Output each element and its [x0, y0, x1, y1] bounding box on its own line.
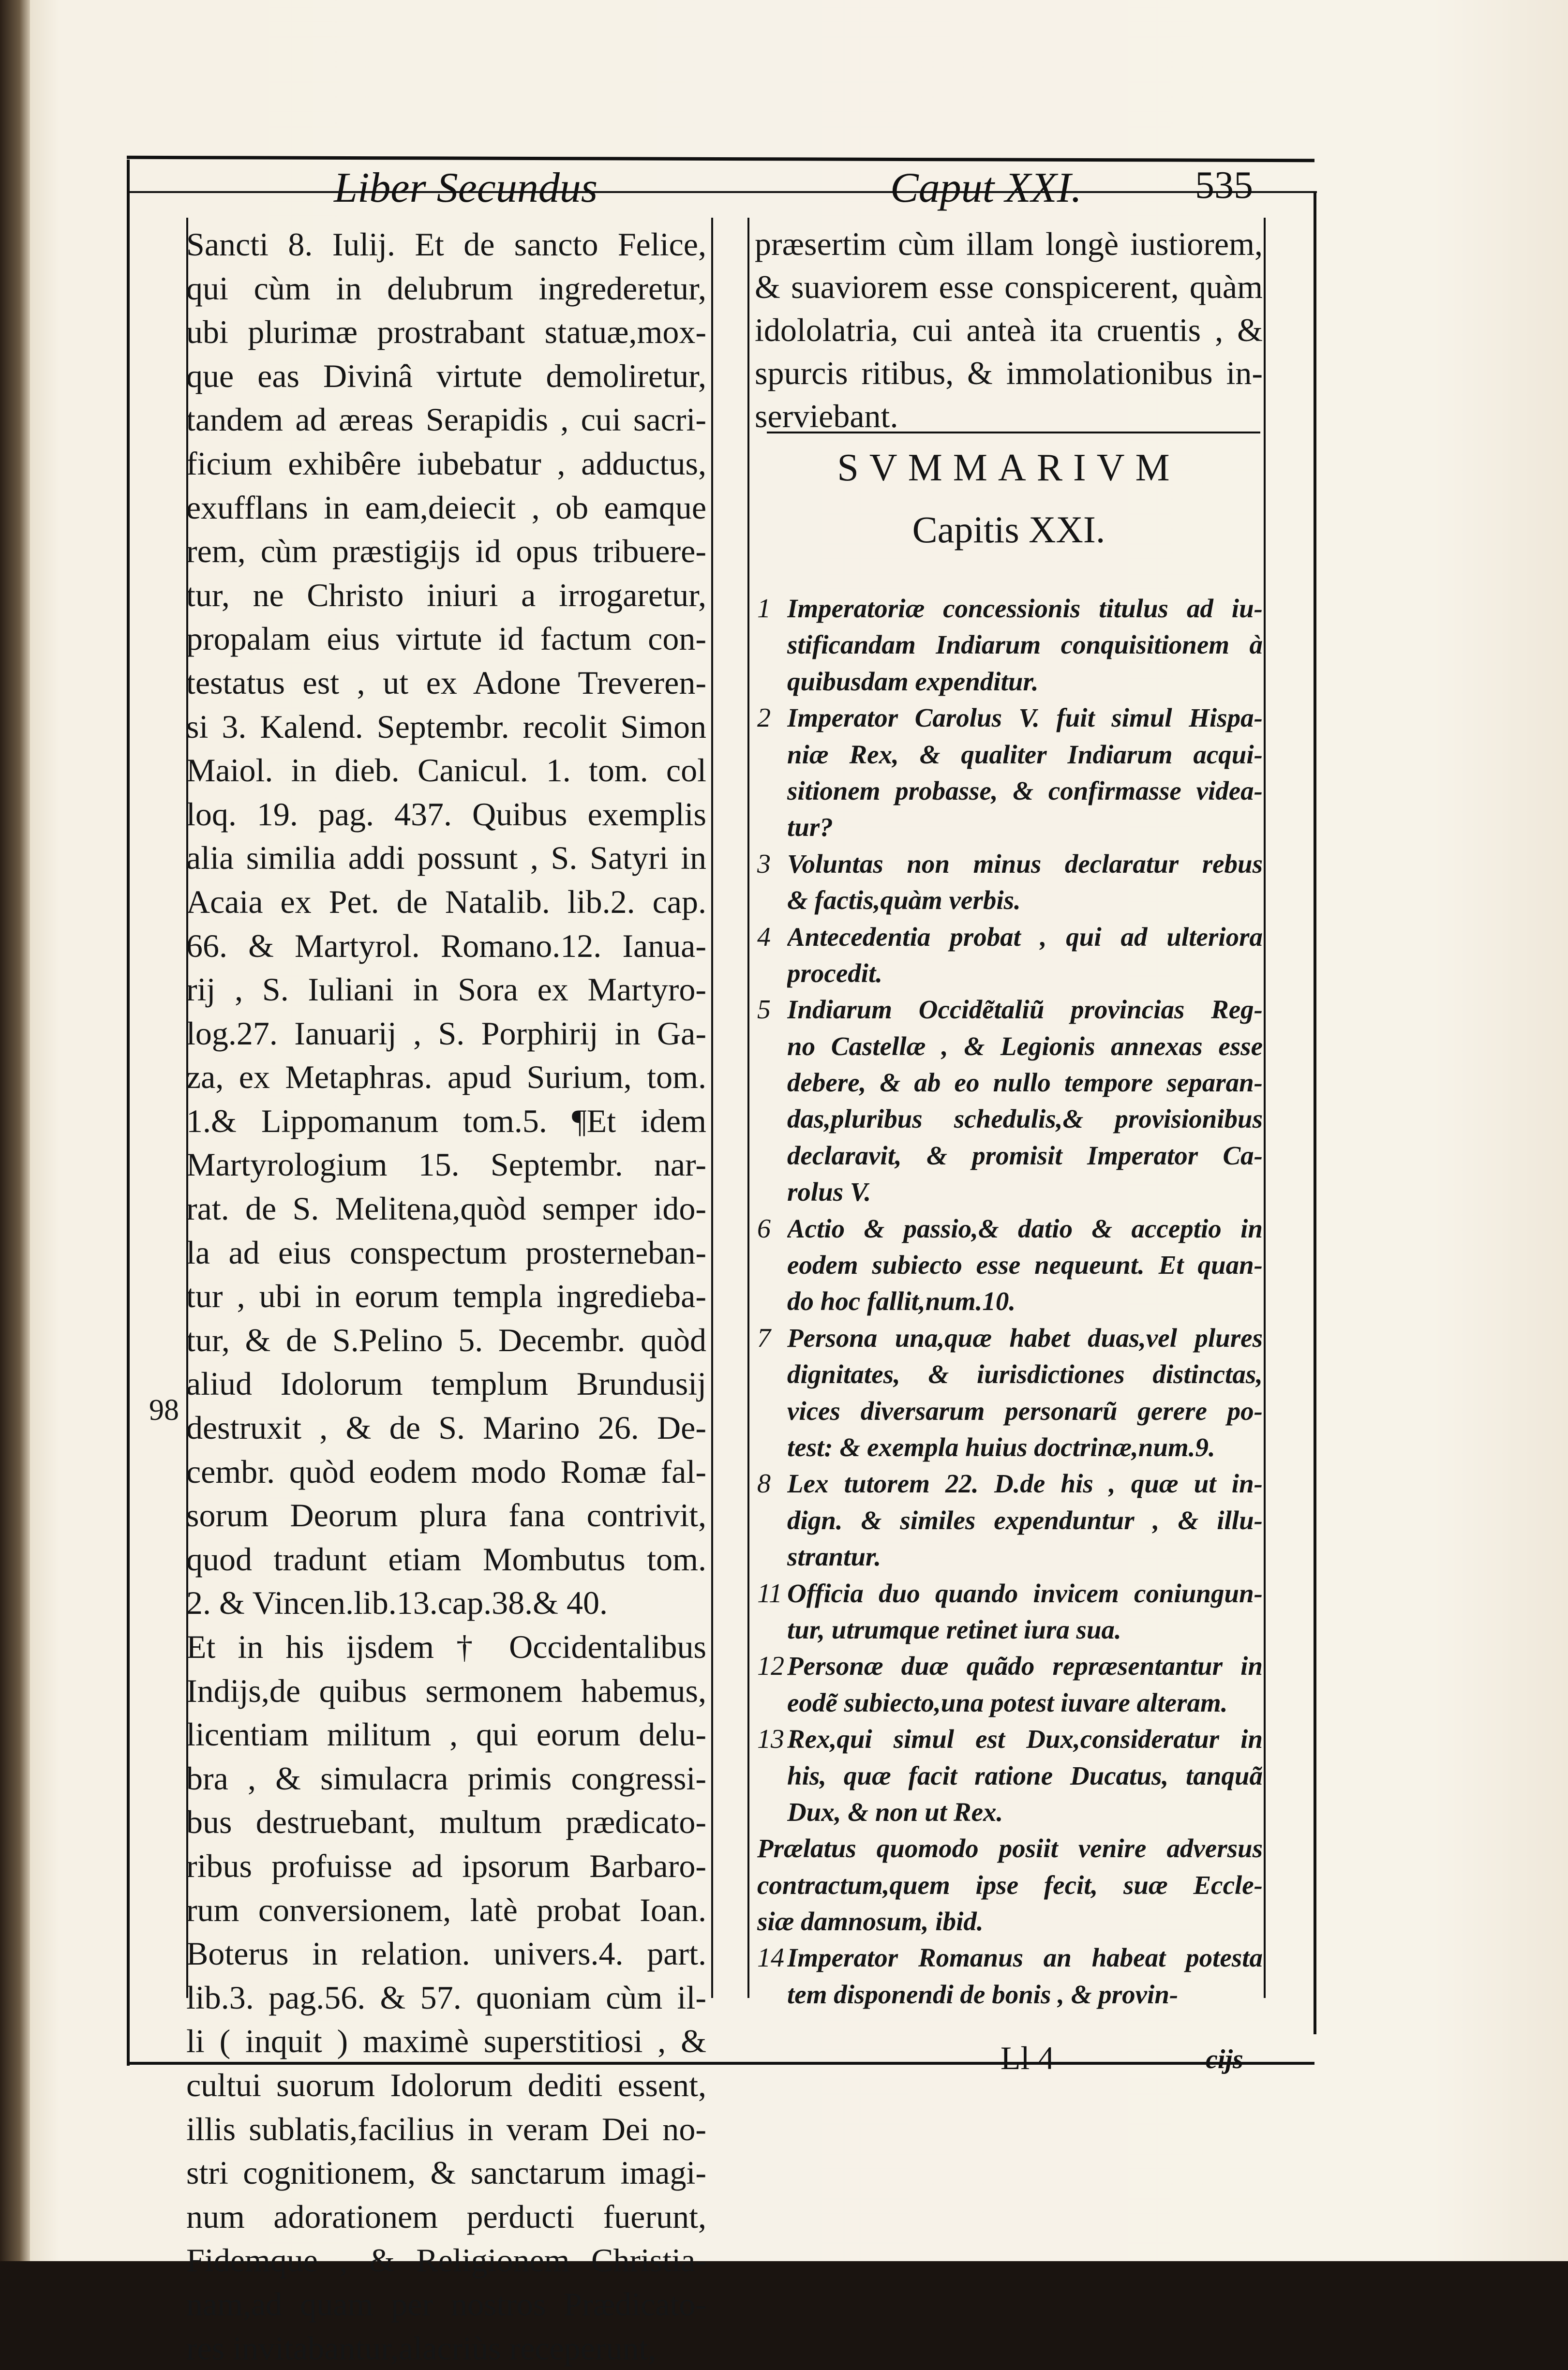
summary-item-line: procedit.	[787, 955, 1263, 991]
summary-item	[757, 1721, 1263, 1830]
text-line: spurcis ritibus, & immolationibus in-	[755, 352, 1263, 395]
text-line: num adorationem perducti fuerunt,	[186, 2195, 706, 2239]
text-line: bra , & simulacra primis congressi-	[186, 1757, 706, 1801]
text-line: Et in his ijsdem † Occidentalibus	[186, 1625, 706, 1669]
summary-item-line: Officia duo quando invicem coniungun-	[787, 1575, 1263, 1611]
summary-item-line: & factis,quàm verbis.	[787, 882, 1263, 918]
text-line: stri cognitionem, & sanctarum imagi-	[186, 2151, 706, 2195]
text-line: tur, ne Christo iniuri a irrogaretur,	[186, 573, 706, 617]
summary-item-line: sitionem probasse, & confirmasse videa-	[787, 773, 1263, 809]
summary-item-line: tem disponendi de bonis , & provin-	[787, 1976, 1263, 2012]
summary-item-line: do hoc fallit,num.10.	[787, 1283, 1263, 1319]
text-line: za, ex Metaphras. apud Surium, tom.	[186, 1055, 706, 1099]
summary-item-number: 5	[757, 991, 784, 1028]
page-footer	[0, 2039, 1568, 2083]
summary-item-line: Antecedentia probat , qui ad ulteriora	[787, 919, 1263, 955]
text-line: ribus profuisse ad ipsorum Barbaro-	[186, 1844, 706, 1888]
summary-item-line: no Castellæ , & Legionis annexas esse	[787, 1028, 1263, 1064]
text-line: Acaia ex Pet. de Natalib. lib.2. cap.	[186, 880, 706, 924]
text-line: præsertim cùm illam longè iustiorem,	[755, 223, 1263, 266]
frame-left-rule	[127, 160, 130, 2066]
text-line: lib.3. pag.56. & 57. quoniam cùm il-	[186, 1976, 706, 2020]
summary-item-line: niæ Rex, & qualiter Indiarum acqui-	[787, 736, 1263, 773]
text-line: res invitabantur,alacriùs receperunt,	[186, 2326, 706, 2370]
text-line: 66. & Martyrol. Romano.12. Ianua-	[186, 924, 706, 968]
text-line: cultui suorum Idolorum dediti essent,	[186, 2063, 706, 2107]
summary-item-line: dignitates, & iurisdictiones distinctas,	[787, 1356, 1263, 1392]
summary-item-line: das,pluribus schedulis,& provisionibus	[787, 1101, 1263, 1137]
summary-item-line: Imperatoriæ concessionis titulus ad iu-	[787, 590, 1263, 626]
catchword: cijs	[1206, 2044, 1243, 2075]
summary-item	[757, 1320, 1263, 1466]
summary-item-line: siæ damnosum, ibid.	[757, 1903, 1263, 1939]
text-line: serviebant.	[755, 395, 1263, 438]
page-number: 535	[1195, 164, 1253, 208]
text-line: que eas Divinâ virtute demoliretur,	[186, 354, 706, 398]
summary-item	[757, 1939, 1263, 2012]
text-line: bus destruebant, multum prædicato-	[186, 1800, 706, 1844]
summary-item	[757, 1575, 1263, 1648]
summary-item-number: 13	[757, 1721, 784, 1758]
column-divider-left	[711, 218, 713, 1998]
summary-item-number: 3	[757, 846, 784, 882]
text-line: idololatria, cui anteà ita cruentis , &	[755, 309, 1263, 352]
summary-item-line: vices diversarum personarũ gerere po-	[787, 1393, 1263, 1429]
summary-item-line: declaravit, & promisit Imperator Ca-	[787, 1137, 1263, 1174]
summary-subtitle: Capitis XXI.	[755, 508, 1263, 552]
text-line: & suaviorem esse conspicerent, quàm	[755, 266, 1263, 309]
summary-item-line: tur, utrumque retinet iura sua.	[787, 1611, 1263, 1648]
summary-item-line: rolus V.	[787, 1174, 1263, 1210]
summary-title: SVMMARIVM	[755, 446, 1263, 490]
text-line: rum conversionem, latè probat Ioan.	[186, 1888, 706, 1932]
summary-item-number: 2	[757, 700, 784, 736]
summary-item-number: 8	[757, 1465, 784, 1502]
text-line: qui cùm in delubrum ingrederetur,	[186, 267, 706, 311]
text-line: quod tradunt etiam Mombutus tom.	[186, 1537, 706, 1581]
text-line: Martyrologium 15. Septembr. nar-	[186, 1143, 706, 1187]
frame-right-rule	[1314, 191, 1316, 2034]
text-line: si 3. Kalend. Septembr. recolit Simon	[186, 705, 706, 749]
column-divider-right	[747, 218, 749, 1998]
summary-item-number: 14	[757, 1939, 784, 1976]
text-line: cembr. quòd eodem modo Romæ fal-	[186, 1450, 706, 1494]
summary-item-number: 6	[757, 1210, 784, 1247]
text-line: ficium exhibêre iubebatur , adductus,	[186, 442, 706, 486]
summary-item	[757, 846, 1263, 919]
summary-item	[757, 700, 1263, 846]
text-line: rat. de S. Melitena,quòd semper ido-	[186, 1187, 706, 1231]
text-line: aliud Idolorum templum Brundusij	[186, 1362, 706, 1406]
column-right-rule	[1264, 218, 1266, 1998]
text-line: illis sublatis,facilius in veram Dei no-	[186, 2107, 706, 2151]
text-line: tur , ubi in eorum templa ingredieba-	[186, 1274, 706, 1318]
summary-item-line: Lex tutorem 22. D.de his , quæ ut in-	[787, 1465, 1263, 1502]
summary-item-line: stificandam Indiarum conquisitionem à	[787, 626, 1263, 663]
text-line: tur, & de S.Pelino 5. Decembr. quòd	[186, 1318, 706, 1362]
text-line: sorum Deorum plura fana contrivit,	[186, 1493, 706, 1537]
summary-item-line: his, quæ facit ratione Ducatus, tanquã	[787, 1758, 1263, 1794]
summary-item	[757, 919, 1263, 992]
text-line: Boterus in relation. univers.4. part.	[186, 1932, 706, 1976]
summary-item-line: test: & exempla huius doctrinæ,num.9.	[787, 1429, 1263, 1465]
text-line: Fidemque , & Religionem Christia-	[186, 2238, 706, 2282]
summary-item-line: Voluntas non minus declaratur rebus	[787, 846, 1263, 882]
summary-item-line: Rex,qui simul est Dux,consideratur in	[787, 1721, 1263, 1757]
text-line: rem, cùm præstigijs id opus tribuere-	[186, 529, 706, 573]
summary-item	[757, 991, 1263, 1210]
summary-item-line: contractum,quem ipse fecit, suæ Eccle-	[757, 1867, 1263, 1903]
summary-item-line: Indiarum Occidẽtaliũ provincias Reg-	[787, 991, 1263, 1028]
text-line: li ( inquit ) maximè superstitiosi , &	[186, 2019, 706, 2063]
summary-item	[757, 1210, 1263, 1320]
summary-item-line: Imperator Romanus an habeat potesta	[787, 1939, 1263, 1976]
summary-list	[757, 590, 1263, 2012]
summary-item-number: 12	[757, 1648, 784, 1684]
summary-item	[757, 1465, 1263, 1575]
text-line: Maiol. in dieb. Canicul. 1. tom. col	[186, 748, 706, 792]
text-line: destruxit , & de S. Marino 26. De-	[186, 1406, 706, 1450]
text-line: rij , S. Iuliani in Sora ex Martyro-	[186, 968, 706, 1012]
text-line: loq. 19. pag. 437. Quibus exemplis	[186, 792, 706, 836]
summary-item-line: Imperator Carolus V. fuit simul Hispa-	[787, 700, 1263, 736]
summary-item-line: eodem subiecto esse nequeunt. Et quan-	[787, 1247, 1263, 1283]
summary-item	[757, 1830, 1263, 1939]
summary-item-line: debere, & ab eo nullo tempore separan-	[787, 1064, 1263, 1101]
text-line: 1.& Lippomanum tom.5. ¶Et idem	[186, 1099, 706, 1143]
running-head-right: Caput XXI.	[890, 164, 1082, 212]
summary-item-number: 4	[757, 919, 784, 955]
running-head-left: Liber Secundus	[334, 164, 597, 212]
summary-item	[757, 1648, 1263, 1721]
summary-item-line: Personæ duæ quãdo repræsentantur in	[787, 1648, 1263, 1684]
text-line: licentiam militum , qui eorum delu-	[186, 1713, 706, 1757]
text-line: testatus est , ut ex Adone Treveren-	[186, 661, 706, 705]
summary-item-line: tur?	[787, 809, 1263, 845]
summary-item-line: dign. & similes expenduntur , & illu-	[787, 1502, 1263, 1538]
summary-item-line: quibusdam expenditur.	[787, 663, 1263, 700]
summary-item-number: 11	[757, 1575, 784, 1612]
summary-item-line: Persona una,quæ habet duas,vel plures	[787, 1320, 1263, 1356]
text-line: exufflans in eam,deiecit , ob eamque	[186, 486, 706, 530]
summary-item	[757, 590, 1263, 700]
text-line: Sancti 8. Iulij. Et de sancto Felice,	[186, 223, 706, 267]
summary-item-line: Prælatus quomodo posiit venire adversus	[757, 1830, 1263, 1866]
text-line: tandem ad æreas Serapidis , cui sacri-	[186, 398, 706, 442]
text-line: log.27. Ianuarij , S. Porphirij in Ga-	[186, 1012, 706, 1056]
text-line: propalam eius virtute id factum con-	[186, 617, 706, 661]
text-line: la ad eius conspectum prosterneban-	[186, 1231, 706, 1275]
summary-item-number: 7	[757, 1320, 784, 1356]
text-line: 2. & Vincen.lib.13.cap.38.& 40.	[186, 1581, 706, 1625]
book-gutter	[0, 0, 30, 2261]
text-line: alia similia addi possunt , S. Satyri in	[186, 836, 706, 880]
running-head	[0, 164, 1568, 217]
text-line: nam,ad quam per nostros Prædicato-	[186, 2282, 706, 2326]
signature-mark: Ll 4	[1001, 2039, 1054, 2077]
right-column-top	[755, 223, 1263, 438]
text-line: ubi plurimæ prostrabant statuæ,mox-	[186, 310, 706, 354]
summary-item-line: Actio & passio,& datio & acceptio in	[787, 1210, 1263, 1247]
summary-item-line: eodẽ subiecto,una potest iuvare alteram.	[787, 1684, 1263, 1721]
margin-number: 98	[149, 1393, 179, 1428]
summary-item-line: strantur.	[787, 1538, 1263, 1575]
summary-item-line: Dux, & non ut Rex.	[787, 1794, 1263, 1830]
text-line: Indijs,de quibus sermonem habemus,	[186, 1669, 706, 1713]
summary-item-number: 1	[757, 590, 784, 627]
